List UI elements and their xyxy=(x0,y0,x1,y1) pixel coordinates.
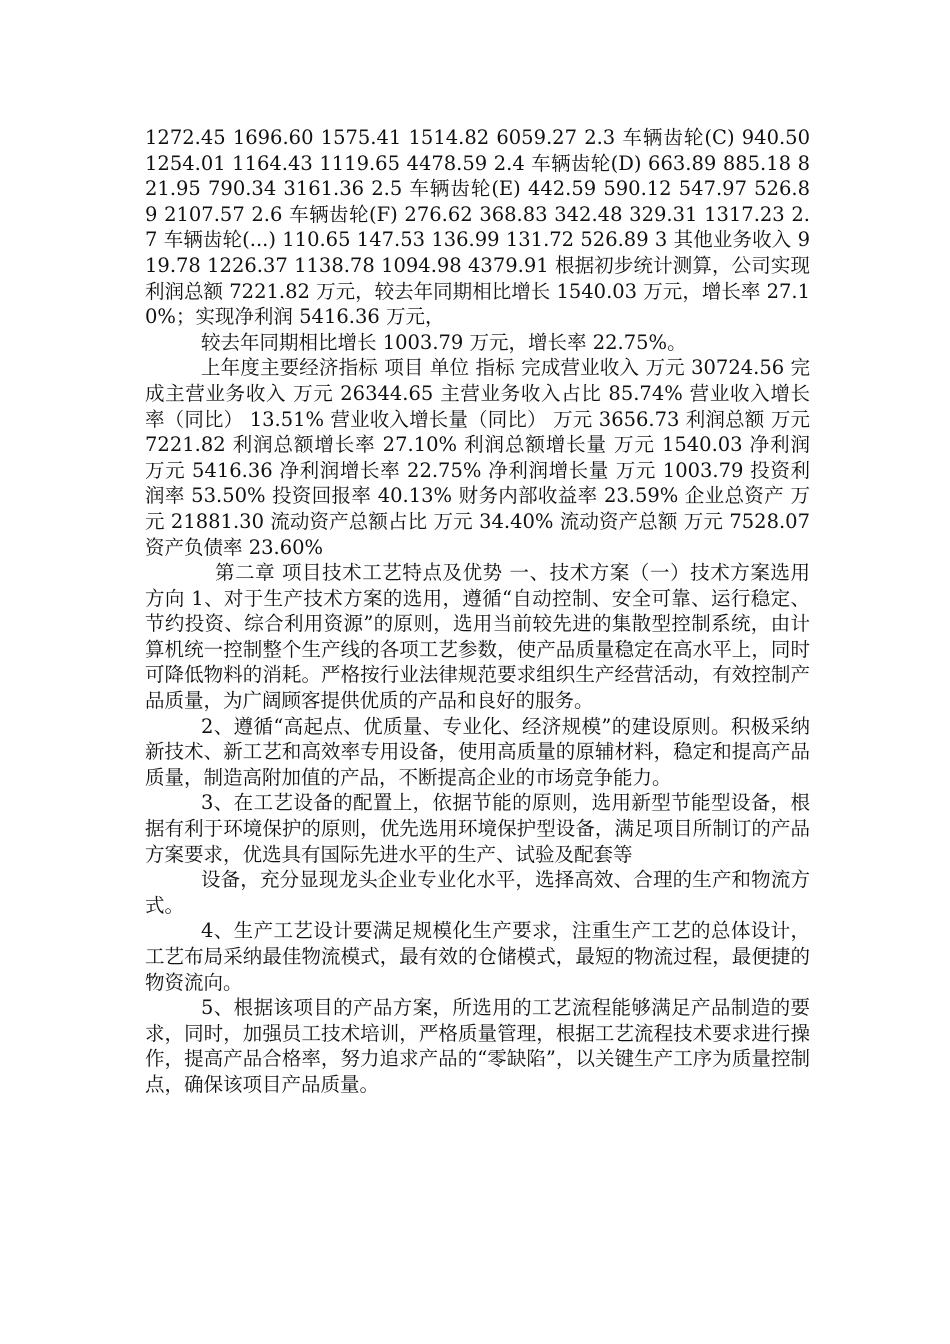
document-page xyxy=(145,125,810,1098)
principle-3-paragraph: 3、在工艺设备的配置上，依据节能的原则，选用新型节能型设备，根据有利于环境保护的原则，优先选用环境保护型设备，满足项目所制订的产品方案要求，优选具有国际先进水平的生产、试验及配套等 xyxy=(145,791,810,866)
principle-3-continued-paragraph: 设备，充分显现龙头企业专业化水平，选择高效、合理的生产和物流方式。 xyxy=(145,868,810,917)
economic-indicators-paragraph: 上年度主要经济指标 项目 单位 指标 完成营业收入 万元 30724.56 完成主营业务收入 万元 26344.65 主营业务收入占比 85.74% 营业收入增长率（同比） 13.51% 营业收入增长量（同比） 万元 3656.73 利润总额 万元 7221.82 利润总额增长率 27.10% 利润总额增长量 万元 1540.03 净利润 万元 5416.36 净利润增长率 22.75% 净利润增长量 万元 1003.79 投资利润率 53.50% 投资回报率 40.13% 财务内部收益率 23.59% 企业总资产 万元 21881.30 流动资产总额占比 万元 34.40% 流动资产总额 万元 7528.07 资产负债率 23.60% xyxy=(145,356,810,559)
principle-5-paragraph: 5、根据该项目的产品方案，所选用的工艺流程能够满足产品制造的要求，同时，加强员工技术培训，严格质量管理，根据工艺流程技术要求进行操作，提高产品合格率，努力追求产品的“零缺陷”，以关键生产工序为质量控制点，确保该项目产品质量。 xyxy=(145,996,810,1096)
revenue-table-continued-paragraph: 1272.45 1696.60 1575.41 1514.82 6059.27 2.3 车辆齿轮(C) 940.50 1254.01 1164.43 1119.65 4478.59 2.4 车辆齿轮(D) 663.89 885.18 821.95 790.34 3161.36 2.5 车辆齿轮(E) 442.59 590.12 547.97 526.89 2107.57 2.6 车辆齿轮(F) 276.62 368.83 342.48 329.31 1317.23 2.7 车辆齿轮(...) 110.65 147.53 136.99 131.72 526.89 3 其他业务收入 919.78 1226.37 1138.78 1094.98 4379.91 根据初步统计测算，公司实现利润总额 7221.82 万元，较去年同期相比增长 1540.03 万元，增长率 27.10%；实现净利润 5416.36 万元， xyxy=(145,126,810,329)
principle-2-paragraph: 2、遵循“高起点、优质量、专业化、经济规模”的建设原则。积极采纳新技术、新工艺和高效率专用设备，使用高质量的原辅材料，稳定和提高产品质量，制造高附加值的产品，不断提高企业的市场竞争能力。 xyxy=(145,714,810,789)
principle-4-paragraph: 4、生产工艺设计要满足规模化生产要求，注重生产工艺的总体设计，工艺布局采纳最佳物流模式，最有效的仓储模式，最短的物流过程，最便捷的物资流向。 xyxy=(145,919,810,994)
net-profit-growth-paragraph: 较去年同期相比增长 1003.79 万元，增长率 22.75%。 xyxy=(201,330,687,354)
chapter-two-heading-paragraph: 第二章 项目技术工艺特点及优势 一、技术方案（一）技术方案选用方向 1、对于生产技术方案的选用，遵循“自动控制、安全可靠、运行稳定、节约投资、综合利用资源”的原则，选用当前较先进的集散型控制系统，由计算机统一控制整个生产线的各项工艺参数，使产品质量稳定在高水平上，同时可降低物料的消耗。严格按行业法律规范要求组织生产经营活动，有效控制产品质量，为广阔顾客提供优质的产品和良好的服务。 xyxy=(145,561,810,713)
